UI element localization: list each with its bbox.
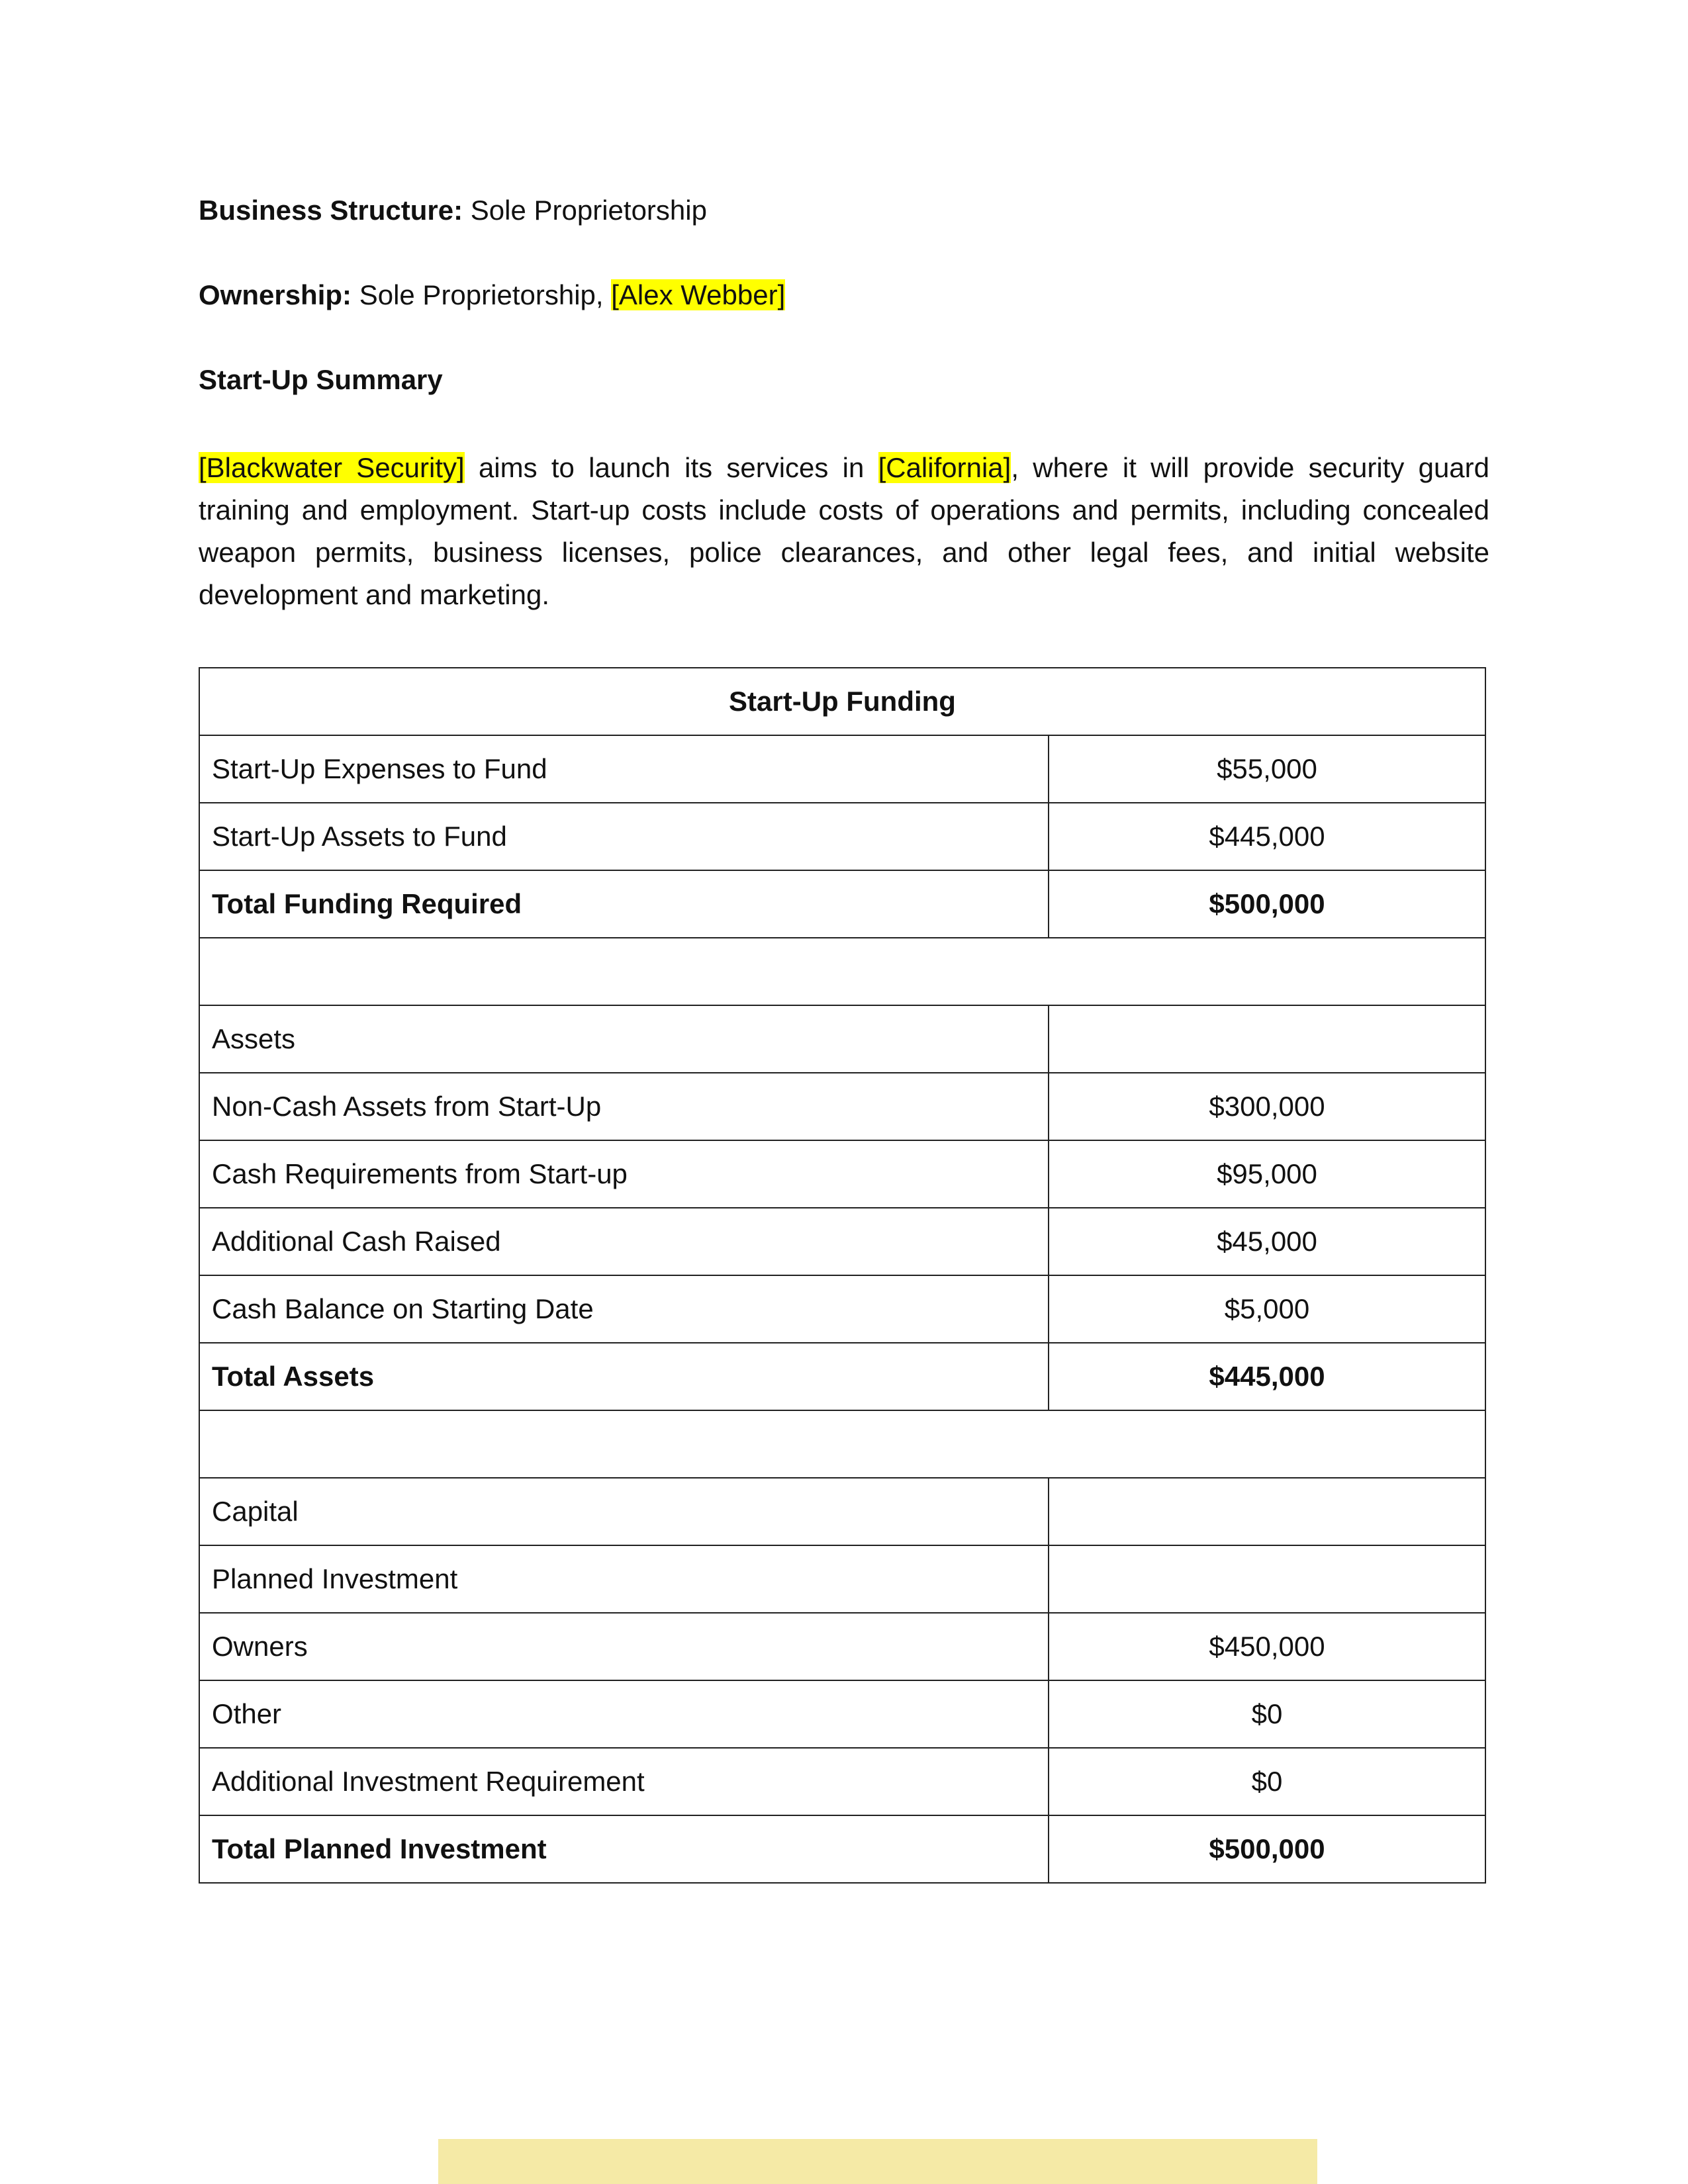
row-value: [1049, 1005, 1485, 1073]
row-label: Total Assets: [199, 1343, 1049, 1410]
row-value: $500,000: [1049, 870, 1485, 938]
row-label: Capital: [199, 1478, 1049, 1545]
row-label: Total Planned Investment: [199, 1815, 1049, 1883]
row-value: [1049, 1545, 1485, 1613]
table-row: [199, 1815, 1485, 1883]
table-row: [199, 1545, 1485, 1613]
business-structure-label: Business Structure:: [199, 195, 463, 226]
ownership-label: Ownership:: [199, 279, 352, 310]
row-value: $445,000: [1049, 803, 1485, 870]
table-spacer-row: [199, 1410, 1485, 1478]
row-value: $450,000: [1049, 1613, 1485, 1680]
row-label: Planned Investment: [199, 1545, 1049, 1613]
row-label: Additional Cash Raised: [199, 1208, 1049, 1275]
table-row: [199, 1275, 1485, 1343]
owner-name-placeholder: [Alex Webber]: [611, 279, 786, 310]
table-row: [199, 1140, 1485, 1208]
spacer-cell: [199, 938, 1485, 1005]
row-value: $300,000: [1049, 1073, 1485, 1140]
row-value: $95,000: [1049, 1140, 1485, 1208]
row-label: Other: [199, 1680, 1049, 1748]
row-value: $5,000: [1049, 1275, 1485, 1343]
ownership-value: Sole Proprietorship,: [359, 279, 604, 310]
row-label: Additional Investment Requirement: [199, 1748, 1049, 1815]
company-name-placeholder: [Blackwater Security]: [199, 452, 465, 483]
footer-bar: [438, 2139, 1317, 2184]
table-row: [199, 1478, 1485, 1545]
row-label: Start-Up Assets to Fund: [199, 803, 1049, 870]
table-row: [199, 1005, 1485, 1073]
row-label: Assets: [199, 1005, 1049, 1073]
table-row: [199, 1073, 1485, 1140]
table-row: [199, 1343, 1485, 1410]
startup-summary-heading: Start-Up Summary: [199, 364, 443, 395]
table-row: [199, 803, 1485, 870]
row-value: [1049, 1478, 1485, 1545]
row-value: $445,000: [1049, 1343, 1485, 1410]
row-value: $500,000: [1049, 1815, 1485, 1883]
table-row: [199, 1680, 1485, 1748]
location-placeholder: [California]: [878, 452, 1011, 483]
ownership-line: [199, 277, 785, 314]
startup-funding-table: [199, 667, 1486, 1884]
spacer-cell: [199, 1410, 1485, 1478]
row-value: $55,000: [1049, 735, 1485, 803]
table-spacer-row: [199, 938, 1485, 1005]
table-title-row: [199, 668, 1485, 735]
row-label: Non-Cash Assets from Start-Up: [199, 1073, 1049, 1140]
row-value: $0: [1049, 1680, 1485, 1748]
startup-summary-paragraph: [199, 447, 1489, 616]
row-label: Cash Requirements from Start-up: [199, 1140, 1049, 1208]
table-row: [199, 870, 1485, 938]
table-row: [199, 1613, 1485, 1680]
table-row: [199, 1748, 1485, 1815]
row-label: Total Funding Required: [199, 870, 1049, 938]
row-label: Start-Up Expenses to Fund: [199, 735, 1049, 803]
business-structure-line: [199, 192, 707, 229]
summary-text-1: aims to launch its services in: [478, 452, 865, 483]
row-value: $0: [1049, 1748, 1485, 1815]
row-label: Cash Balance on Starting Date: [199, 1275, 1049, 1343]
row-label: Owners: [199, 1613, 1049, 1680]
table-row: [199, 735, 1485, 803]
table-title: Start-Up Funding: [199, 668, 1485, 735]
row-value: $45,000: [1049, 1208, 1485, 1275]
table-row: [199, 1208, 1485, 1275]
summary-text-2: , where it will provide security guard training and employment. Start-up costs include costs of operations and permits, including concealed weapon permits, business licenses, police clearances, and other legal fees, and initial website development and marketing.: [199, 452, 1490, 610]
business-structure-value: Sole Proprietorship: [470, 195, 707, 226]
